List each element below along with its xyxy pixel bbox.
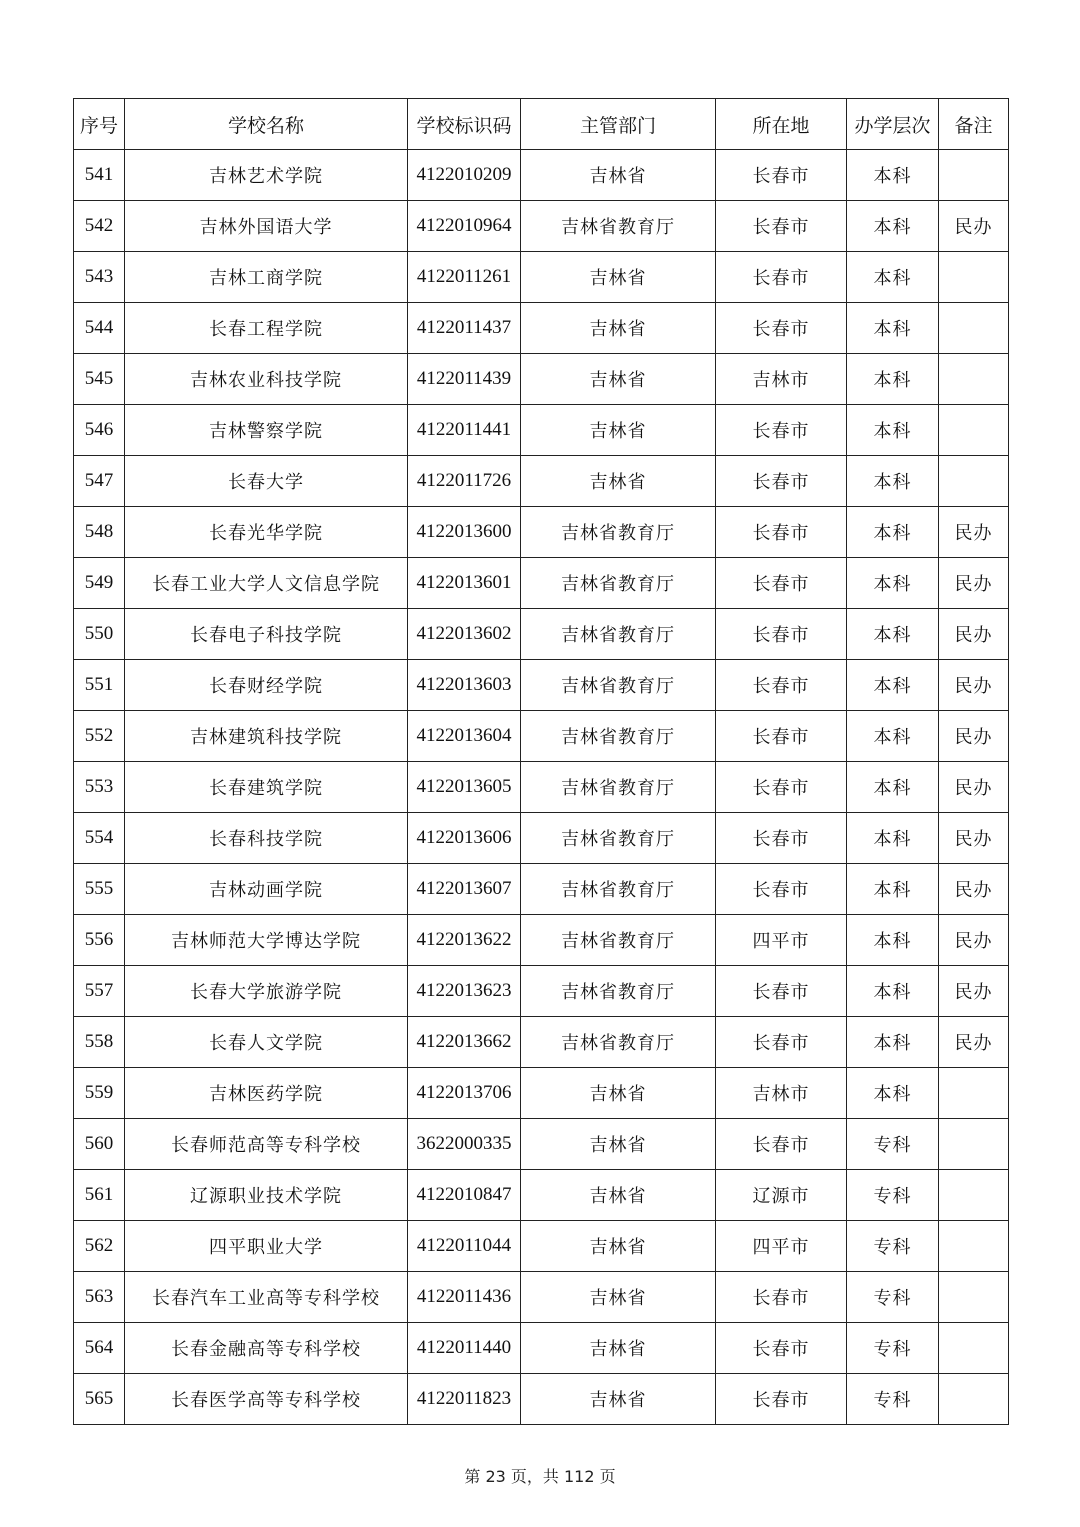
table-row [74,507,1009,558]
cell-school-code: 4122013662 [408,1017,521,1068]
cell-index: 556 [74,915,125,966]
cell-authority: 吉林省 [521,354,716,405]
cell-location: 长春市 [716,1374,847,1425]
cell-authority: 吉林省教育厅 [521,660,716,711]
header-remark: 备注 [939,99,1009,150]
cell-school-name: 长春医学高等专科学校 [125,1374,408,1425]
cell-level: 本科 [847,252,939,303]
cell-remark: 民办 [939,1017,1009,1068]
cell-location: 辽源市 [716,1170,847,1221]
cell-location: 四平市 [716,1221,847,1272]
table-row [74,150,1009,201]
cell-remark [939,1170,1009,1221]
cell-school-code: 4122010209 [408,150,521,201]
cell-school-code: 4122013605 [408,762,521,813]
cell-level: 本科 [847,864,939,915]
cell-school-name: 长春人文学院 [125,1017,408,1068]
cell-index: 549 [74,558,125,609]
cell-authority: 吉林省教育厅 [521,864,716,915]
table-row [74,252,1009,303]
cell-location: 吉林市 [716,354,847,405]
cell-level: 本科 [847,456,939,507]
cell-authority: 吉林省 [521,456,716,507]
cell-school-code: 4122013602 [408,609,521,660]
cell-authority: 吉林省 [521,1374,716,1425]
cell-remark [939,1323,1009,1374]
cell-level: 本科 [847,1068,939,1119]
cell-level: 本科 [847,507,939,558]
cell-location: 长春市 [716,711,847,762]
cell-location: 长春市 [716,303,847,354]
cell-school-name: 吉林建筑科技学院 [125,711,408,762]
cell-authority: 吉林省教育厅 [521,711,716,762]
cell-index: 555 [74,864,125,915]
cell-school-code: 4122013623 [408,966,521,1017]
cell-authority: 吉林省教育厅 [521,1017,716,1068]
cell-location: 长春市 [716,456,847,507]
cell-authority: 吉林省教育厅 [521,201,716,252]
cell-school-code: 4122013607 [408,864,521,915]
cell-authority: 吉林省教育厅 [521,558,716,609]
cell-level: 专科 [847,1170,939,1221]
table-row [74,966,1009,1017]
cell-school-name: 长春电子科技学院 [125,609,408,660]
cell-index: 563 [74,1272,125,1323]
cell-school-name: 长春汽车工业高等专科学校 [125,1272,408,1323]
cell-remark: 民办 [939,558,1009,609]
cell-index: 552 [74,711,125,762]
cell-remark [939,354,1009,405]
cell-remark [939,1221,1009,1272]
cell-remark [939,150,1009,201]
cell-school-name: 长春科技学院 [125,813,408,864]
cell-school-code: 4122013606 [408,813,521,864]
cell-index: 561 [74,1170,125,1221]
cell-location: 长春市 [716,201,847,252]
cell-level: 本科 [847,813,939,864]
table-row [74,558,1009,609]
cell-remark [939,303,1009,354]
cell-index: 558 [74,1017,125,1068]
cell-school-name: 吉林警察学院 [125,405,408,456]
cell-school-name: 吉林艺术学院 [125,150,408,201]
cell-location: 长春市 [716,1323,847,1374]
cell-remark: 民办 [939,609,1009,660]
cell-school-name: 长春大学旅游学院 [125,966,408,1017]
table-row [74,762,1009,813]
cell-level: 本科 [847,150,939,201]
table-row [74,813,1009,864]
cell-level: 本科 [847,558,939,609]
table-header [74,99,1009,150]
cell-authority: 吉林省教育厅 [521,507,716,558]
cell-authority: 吉林省 [521,252,716,303]
table-row [74,1374,1009,1425]
cell-location: 长春市 [716,864,847,915]
cell-school-name: 四平职业大学 [125,1221,408,1272]
page-footer: 第 23 页，共 112 页 [464,1467,616,1486]
table-row [74,915,1009,966]
cell-level: 本科 [847,762,939,813]
cell-level: 本科 [847,405,939,456]
cell-school-code: 4122011437 [408,303,521,354]
cell-school-code: 4122011044 [408,1221,521,1272]
cell-location: 长春市 [716,405,847,456]
cell-authority: 吉林省 [521,1170,716,1221]
cell-index: 559 [74,1068,125,1119]
cell-authority: 吉林省 [521,1272,716,1323]
cell-authority: 吉林省教育厅 [521,966,716,1017]
table-body [74,150,1009,1425]
cell-remark [939,456,1009,507]
cell-remark [939,405,1009,456]
table-row [74,864,1009,915]
cell-level: 专科 [847,1374,939,1425]
cell-school-name: 吉林外国语大学 [125,201,408,252]
cell-school-name: 长春财经学院 [125,660,408,711]
cell-location: 长春市 [716,762,847,813]
cell-school-code: 4122011436 [408,1272,521,1323]
cell-school-name: 长春金融高等专科学校 [125,1323,408,1374]
table-row [74,660,1009,711]
cell-school-name: 吉林医药学院 [125,1068,408,1119]
cell-school-code: 4122011441 [408,405,521,456]
cell-school-name: 长春建筑学院 [125,762,408,813]
cell-level: 本科 [847,609,939,660]
cell-location: 长春市 [716,150,847,201]
table-row [74,1170,1009,1221]
cell-location: 吉林市 [716,1068,847,1119]
table-row [74,1221,1009,1272]
cell-index: 562 [74,1221,125,1272]
cell-remark: 民办 [939,915,1009,966]
cell-index: 550 [74,609,125,660]
cell-authority: 吉林省教育厅 [521,915,716,966]
header-level: 办学层次 [847,99,939,150]
header-row [74,99,1009,150]
cell-remark: 民办 [939,813,1009,864]
table-row [74,711,1009,762]
cell-remark [939,1119,1009,1170]
cell-school-code: 4122011726 [408,456,521,507]
cell-school-name: 长春师范高等专科学校 [125,1119,408,1170]
cell-remark: 民办 [939,966,1009,1017]
cell-level: 本科 [847,711,939,762]
cell-level: 专科 [847,1272,939,1323]
cell-location: 长春市 [716,813,847,864]
cell-level: 专科 [847,1221,939,1272]
cell-level: 本科 [847,966,939,1017]
cell-school-name: 辽源职业技术学院 [125,1170,408,1221]
cell-index: 553 [74,762,125,813]
cell-remark: 民办 [939,507,1009,558]
cell-school-code: 4122010964 [408,201,521,252]
cell-location: 长春市 [716,966,847,1017]
cell-location: 长春市 [716,558,847,609]
cell-school-code: 4122013601 [408,558,521,609]
cell-location: 长春市 [716,1272,847,1323]
cell-school-name: 长春工程学院 [125,303,408,354]
cell-school-name: 吉林动画学院 [125,864,408,915]
table-row [74,456,1009,507]
header-authority: 主管部门 [521,99,716,150]
cell-school-code: 4122013600 [408,507,521,558]
cell-location: 长春市 [716,660,847,711]
cell-authority: 吉林省 [521,1119,716,1170]
cell-school-code: 4122011823 [408,1374,521,1425]
cell-index: 557 [74,966,125,1017]
table-row [74,354,1009,405]
cell-index: 542 [74,201,125,252]
cell-remark [939,252,1009,303]
cell-authority: 吉林省 [521,1323,716,1374]
cell-school-code: 4122013604 [408,711,521,762]
table-row [74,1323,1009,1374]
cell-location: 长春市 [716,1017,847,1068]
cell-index: 543 [74,252,125,303]
header-location: 所在地 [716,99,847,150]
cell-remark [939,1374,1009,1425]
cell-level: 本科 [847,915,939,966]
header-index: 序号 [74,99,125,150]
cell-authority: 吉林省教育厅 [521,813,716,864]
cell-index: 548 [74,507,125,558]
table-row [74,1119,1009,1170]
cell-index: 544 [74,303,125,354]
table-row [74,609,1009,660]
cell-location: 长春市 [716,609,847,660]
cell-school-code: 3622000335 [408,1119,521,1170]
cell-level: 专科 [847,1119,939,1170]
cell-authority: 吉林省 [521,150,716,201]
cell-level: 本科 [847,303,939,354]
cell-index: 560 [74,1119,125,1170]
cell-location: 长春市 [716,252,847,303]
cell-authority: 吉林省教育厅 [521,609,716,660]
table-row [74,405,1009,456]
header-school-code: 学校标识码 [408,99,521,150]
cell-location: 四平市 [716,915,847,966]
cell-authority: 吉林省 [521,303,716,354]
school-list-table [73,98,1009,1425]
cell-remark [939,1068,1009,1119]
cell-authority: 吉林省教育厅 [521,762,716,813]
cell-location: 长春市 [716,1119,847,1170]
cell-school-name: 长春大学 [125,456,408,507]
cell-level: 专科 [847,1323,939,1374]
table-row [74,1272,1009,1323]
cell-school-name: 吉林工商学院 [125,252,408,303]
cell-school-code: 4122013622 [408,915,521,966]
cell-remark: 民办 [939,711,1009,762]
cell-school-name: 吉林农业科技学院 [125,354,408,405]
cell-school-code: 4122013603 [408,660,521,711]
cell-school-name: 吉林师范大学博达学院 [125,915,408,966]
cell-index: 565 [74,1374,125,1425]
cell-index: 554 [74,813,125,864]
cell-authority: 吉林省 [521,405,716,456]
cell-remark: 民办 [939,762,1009,813]
cell-location: 长春市 [716,507,847,558]
table-row [74,1017,1009,1068]
cell-level: 本科 [847,660,939,711]
cell-remark [939,1272,1009,1323]
cell-index: 564 [74,1323,125,1374]
cell-remark: 民办 [939,201,1009,252]
cell-school-code: 4122011440 [408,1323,521,1374]
cell-index: 546 [74,405,125,456]
cell-school-code: 4122010847 [408,1170,521,1221]
table-row [74,1068,1009,1119]
table-row [74,303,1009,354]
cell-level: 本科 [847,354,939,405]
cell-school-code: 4122011439 [408,354,521,405]
cell-remark: 民办 [939,660,1009,711]
header-school-name: 学校名称 [125,99,408,150]
cell-level: 本科 [847,201,939,252]
cell-school-name: 长春光华学院 [125,507,408,558]
cell-authority: 吉林省 [521,1068,716,1119]
cell-school-code: 4122013706 [408,1068,521,1119]
cell-index: 545 [74,354,125,405]
cell-school-name: 长春工业大学人文信息学院 [125,558,408,609]
cell-index: 551 [74,660,125,711]
table-row [74,201,1009,252]
cell-index: 541 [74,150,125,201]
cell-level: 本科 [847,1017,939,1068]
cell-remark: 民办 [939,864,1009,915]
cell-authority: 吉林省 [521,1221,716,1272]
cell-index: 547 [74,456,125,507]
cell-school-code: 4122011261 [408,252,521,303]
